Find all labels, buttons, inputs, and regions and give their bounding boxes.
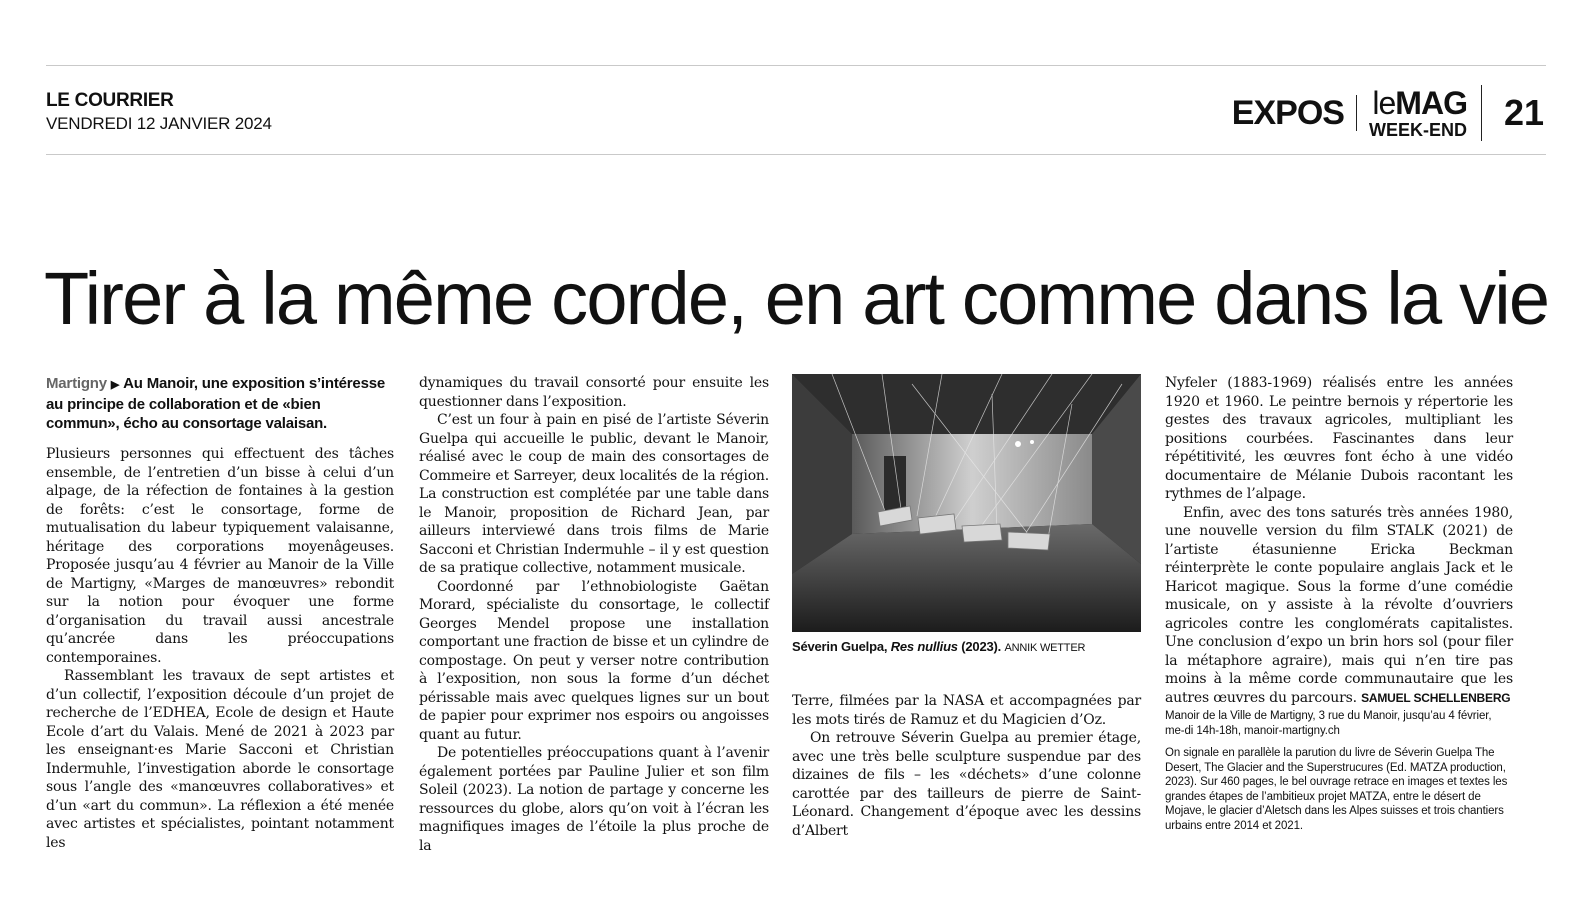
photo-credit: ANNIK WETTER <box>1004 642 1086 654</box>
divider <box>1356 95 1357 131</box>
paragraph: Terre, filmées par la NASA et accompagnées par les mots tirés de Ramuz et du Magicien d’Oz. <box>792 693 1141 728</box>
supplement-logo <box>1369 87 1467 139</box>
paragraph: On retrouve Séverin Guelpa au premier étage, avec une très belle sculpture suspendue par des dizaines de fils – les «déchets» d’une colonne carottée par des tailleurs de pierre de Saint-Léonard. Changement d’époque avec les dessins d’Albert <box>792 730 1141 839</box>
issue-date: VENDREDI 12 JANVIER 2024 <box>46 114 272 133</box>
paragraph: Nyfeler (1883-1969) réalisés entre les années 1920 et 1960. Le peintre bernois y répertorie les gestes des travaux agricoles, multipliant les positions courbées. Fascinantes dans leur répétitivité, les œuvres font écho à une vidéo documentaire de Mélanie Dubois racontant les rythmes de l’alpage. <box>1165 375 1513 502</box>
triangle-icon: ▶ <box>110 379 120 391</box>
column-2 <box>419 374 769 855</box>
column-4 <box>1165 374 1513 833</box>
header-rule <box>46 154 1546 155</box>
caption-artist: Séverin Guelpa, <box>792 639 888 654</box>
column-3 <box>792 374 1141 839</box>
section-header <box>1232 84 1544 142</box>
paragraph: Rassemblant les travaux de sept artistes et d’un collectif, l’exposition découle d’un projet de recherche de l’EDHEA, Ecole de design et Haute Ecole d’art du Valais. Mené de 2021 à 2023 par les enseignant·es Marie Sacconi et Christian Indermuhle, l’investigation aborde le consortage sous l’angle des «manœuvres collaboratives» et d’un «art du commun». La réflexion a été menée avec artistes et spécialistes, pointant notamment les <box>46 668 394 851</box>
paragraph: De potentielles préoccupations quant à l’avenir également portées par Pauline Julier et son film Soleil (2023). La notion de partage y concerne les ressources du globe, alors qu’on voit à l’écran les magnifiques images de l’étoile la plus proche de la <box>419 745 769 854</box>
author: SAMUEL SCHELLENBERG <box>1361 690 1511 705</box>
paragraph: C’est un four à pain en pisé de l’artiste Séverin Guelpa qui accueille le public, devant le Manoir, réalisé avec le coup de main des consortages de Commeire et Sarreyer, deux localités de la région. La construction est complétée par une table dans le Manoir, proposition de Richard Jean, par ailleurs interviewé dans trois films de Marie Sacconi et Christian Indermuhle – il y est question de sa pratique collective, notamment musicale. <box>419 412 769 576</box>
venue-info: Manoir de la Ville de Martigny, 3 rue du Manoir, jusqu’au 4 février, me-di 14h-18h, manoir-martigny.ch <box>1165 710 1492 737</box>
masthead <box>46 90 272 134</box>
headline: Tirer à la même corde, en art comme dans la vie <box>44 257 1549 340</box>
page-number: 21 <box>1503 92 1544 133</box>
section-label: EXPOS <box>1231 93 1344 132</box>
caption-work: Res nullius <box>890 639 958 654</box>
top-rule <box>46 65 1546 66</box>
paragraph: dynamiques du travail consorté pour ensuite les questionner dans l’exposition. <box>419 375 769 410</box>
dateline: Martigny <box>46 375 107 392</box>
column-1 <box>46 374 394 852</box>
paragraph <box>1165 504 1513 708</box>
paragraph: Coordonné par l’ethnobiologiste Gaëtan Morard, spécialiste du consortage, le collectif Georges Mendel propose une installation comportant une fraction de bisse et un cylindre de compostage. On peut y verser notre contribution à l’exposition, non sous la forme d’un déchet périssable mais avec quelques lignes sur un bout de papier pour exprimer nos espoirs ou angoisses quant au futur. <box>419 578 769 743</box>
lead <box>46 374 394 433</box>
artwork-photo <box>792 374 1141 632</box>
mag-prefix: le <box>1372 85 1396 121</box>
book-info: On signale en parallèle la parution du livre de Séverin Guelpa The Desert, The Glacier and the Superstrucures (Ed. MATZA production, 2023). Sur 460 pages, le bel ouvrage retrace en images et textes les grandes étapes de l’ambitieux projet MATZA, entre le désert de Mojave, le glacier d’Aletsch dans les Alpes suisses et trois chantiers urbains entre 2014 et 2021. <box>1165 747 1508 832</box>
caption-year: (2023). <box>961 639 1002 654</box>
divider <box>1481 85 1482 141</box>
mag-name: MAG <box>1395 85 1467 121</box>
paragraph-text: Enfin, avec des tons saturés très années 1980, une nouvelle version du film STALK (2021) de l’artiste étasunienne Ericka Beckman réinterprète le conte populaire anglais Jack et le Haricot magique. Sous la forme d’une comédie musicale, on y assiste à la révolte d’ouvriers agricoles contre les conglomérats capitalistes. Une conclusion d’expo un brin hors sol (pour filer la métaphore agraire), mais qui n’en tire pas moins à la même corde communautaire que les autres œuvres du parcours. <box>1165 504 1513 706</box>
lead-text: Au Manoir, une exposition s’intéresse au principe de collaboration et de «bien commun», écho au consortage valaisan. <box>46 375 386 432</box>
column-3-text <box>792 692 1141 840</box>
paragraph: Plusieurs personnes qui effectuent des tâches ensemble, de l’entretien d’un bisse à celui d’un alpage, de la réfection de fontaines à la gestion de forêts: c’est le consortage, forme de mutualisation du labeur typiquement valaisanne, héritage des corporations moyenâgeuses. Proposée jusqu’au 4 février au Manoir de la Ville de Martigny, «Marges de manœuvres» rebondit sur la notion pour évoquer une forme d’organisation du travail aussi ancestrale qu’ancrée dans les préoccupations contemporaines. <box>46 446 394 666</box>
photo-caption <box>792 639 1141 656</box>
newspaper-name: LE COURRIER <box>46 90 174 111</box>
mag-sub: WEEK-END <box>1368 120 1467 140</box>
